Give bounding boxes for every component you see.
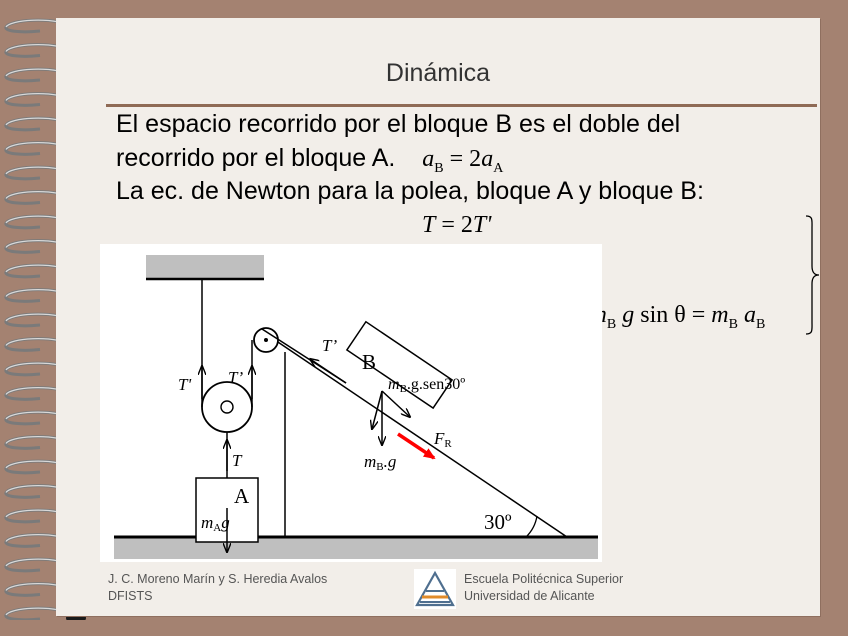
ceiling-block	[146, 255, 264, 279]
text-line-2-text: recorrido por el bloque A.	[116, 144, 396, 172]
text-line-1: El espacio recorrido por el bloque B es el doble del	[116, 110, 681, 138]
label-ma-g: mAg	[201, 513, 230, 534]
label-angle: 30º	[484, 510, 512, 534]
text-line-2	[116, 144, 503, 177]
text-line-3: La ec. de Newton para la polea, bloque A y bloque B:	[116, 177, 704, 205]
label-block-a: A	[234, 484, 250, 508]
footer-institution: Escuela Politécnica Superior Universidad de Alicante	[464, 572, 624, 603]
physics-diagram	[100, 244, 602, 562]
equation-block-a: $m_A$ $g - T = m_A$ $a_A$	[422, 258, 586, 288]
label-block-b: B	[362, 350, 377, 374]
label-friction: FR	[434, 429, 452, 450]
label-tension: T	[232, 451, 242, 470]
slide-page	[56, 18, 820, 616]
title-divider	[106, 104, 817, 107]
equation-pulley: T = 2T'	[422, 212, 492, 238]
right-brace-icon	[804, 214, 820, 336]
label-t-prime-left: T'	[178, 375, 192, 394]
label-mb-g: mB.g	[364, 452, 397, 473]
label-t-prime-right: T’	[228, 368, 244, 387]
slide-title: Dinámica	[385, 59, 491, 87]
label-t-prime-incline: T’	[322, 336, 338, 355]
ground-floor	[114, 537, 598, 559]
footer-authors: J. C. Moreno Marín y S. Heredia Avalos DFISTS	[108, 572, 328, 603]
university-logo-icon	[414, 569, 456, 609]
acceleration-relation: $a_B = 2a_A$	[422, 146, 504, 176]
label-mb-g-sen: mB.g.sen30º	[388, 376, 466, 395]
friction-arrow	[398, 434, 434, 458]
equation-block-b: $T'-\mu m_B$ g cos θ – $m_B$ g $\sin \theta = m_B$ $a_B$	[422, 302, 766, 332]
